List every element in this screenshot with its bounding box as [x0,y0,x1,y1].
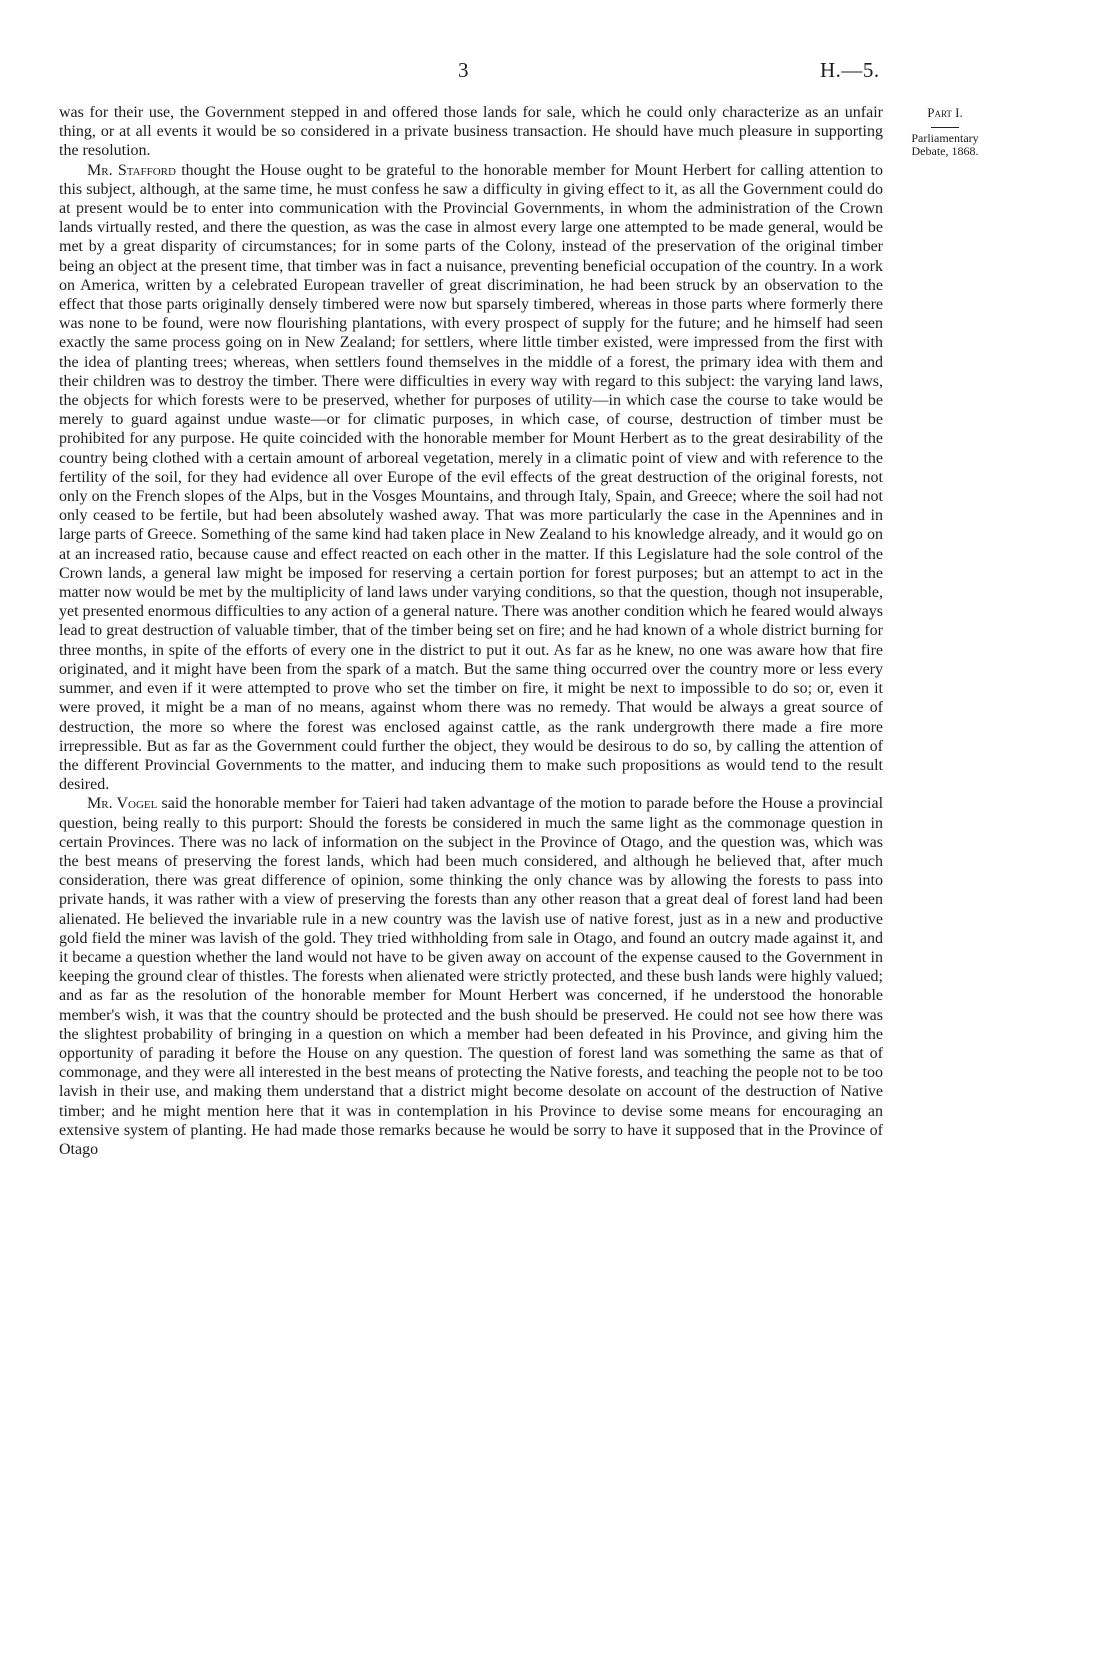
margin-note [900,106,990,158]
margin-divider [931,127,959,128]
paragraph-stafford [59,161,883,795]
speaker-name: Mr. Stafford [87,161,176,179]
page-number: 3 [458,58,469,82]
speaker-name: Mr. Vogel [87,795,158,813]
paragraph-text: said the honorable member for Taieri had taken advantage of the motion to parade before the House a provincial question, being really to this purport: Should the forests be considered in much the same light as the commonage question in certain Provinces. There was no lack of information on the subject in the Province of Otago, and the question was, which was the best means of preserving the forest lands, which had been much considered, and although he believed that, after much consideration, there was great difference of opinion, some thinking the only chance was by allowing the forests to pass into private hands, it was rather with a view of preserving the forests than any other reason that a great deal of forest land had been alienated. He believed the invariable rule in a new country was the lavish use of native forest, just as in a new and productive gold field the miner was lavish of the gold. They tried withholding from sale in Otago, and found an outcry made against it, and it became a question whether the land would not have to be given away on account of the expense caused to the Government in keeping the ground clear of thistles. The forests when alienated were strictly protected, and these bush lands were highly valued; and as far as the resolution of the honorable member for Mount Herbert was concerned, if he understood the honorable member's wish, it was that the country should be protected and the bush should be preserved. He could not see how there was the slightest probability of bringing in a question on which a member had been defeated in his Province, and giving him the opportunity of parading it before the House on any question. The question of forest land was something the same as that of commonage, and they were all interested in the best means of protecting the Native forests, and teaching the people not to be too lavish in their use, and making them understand that a district might become desolate on account of the destruction of Native timber; and he might mention here that it was in contemplation in his Province to devise some means for encouraging an extensive system of planting. He had made those remarks because he would be sorry to have it supposed that in the Province of Otago [59,795,884,1158]
paragraph-continuation [59,103,883,161]
paragraph-vogel [59,794,883,1159]
main-text-column [59,103,883,1159]
paragraph-text: was for their use, the Government stepped in and offered those lands for sale, which he could only characterize as an unfair thing, or at all events it would be so considered in a private business transaction. He should have much pleasure in supporting the resolution. [59,104,883,160]
document-id: H.—5. [820,58,880,82]
margin-subtitle-line1: Parliamentary [911,131,979,145]
paragraph-text: thought the House ought to be grateful to the honorable member for Mount Herbert for calling attention to this subject, although, at the same time, he must confess he saw a difficulty in giving effect to it, as all the Government could do at present would be to enter into communication with the Provincial Governments, in whom the administration of the Crown lands virtually rested, and there the question, as was the case in almost every large one attempted to be made general, would be met by a great disparity of circumstances; for in some parts of the Colony, instead of the preservation of the original timber being an object at the present time, that timber was in fact a nuisance, preventing beneficial occupation of the country. In a work on America, written by a celebrated European traveller of great discrimination, he had been struck by an observation to the effect that those parts originally densely timbered were now but sparsely timbered, whereas in those parts where formerly there was none to be found, were now flourishing plantations, with every prospect of supply for the future; and he himself had seen exactly the same process going on in New Zealand; for settlers, where little timber existed, were impressed from the first with the idea of planting trees; whereas, when settlers found themselves in the middle of a forest, the primary idea with them and their children was to destroy the timber. There were difficulties in every way with regard to this subject: the varying land laws, the objects for which forests were to be preserved, whether for purposes of utility—in which case the course to take would be merely to guard against undue waste—or for climatic purposes, in which case, of course, destruction of timber must be prohibited for any purpose. He quite coincided with the honorable member for Mount Herbert as to the great desirability of the country being clothed with a certain amount of arboreal vegetation, merely in a climatic point of view and with reference to the fertility of the soil, for they had evidence all over Europe of the evil effects of the great destruction of the original forests, not only on the French slopes of the Alps, but in the Vosges Mountains, and through Italy, Spain, and Greece; where the soil had not only ceased to be fertile, but had been absolutely washed away. That was more particularly the case in the Apennines and in large parts of Greece. Something of the same kind had taken place in New Zealand to his knowledge already, and it would go on at an increased ratio, because cause and effect reacted on each other in the matter. If this Legislature had the sole control of the Crown lands, a general law might be imposed for reserving a certain portion for forest purposes; but an attempt to act in the matter now would be met by the multiplicity of land laws under varying conditions, so that the question, though not insuperable, yet presented enormous difficulties to any action of a general nature. There was another condition which he feared would always lead to great destruction of valuable timber, that of the timber being set on fire; and he had known of a whole district burning for three months, in spite of the efforts of every one in the district to put it out. As far as he knew, no one was aware how that fire originated, and it might have been from the spark of a match. But the same thing occurred over the country more or less every summer, and even if it were attempted to prove who set the timber on fire, it might be next to impossible to do so; or, even it were proved, it might be a man of no means, against whom there was no remedy. That would be always a great source of destruction, the more so where the forest was enclosed against cattle, as the rank undergrowth there made a fire more irrepressible. But as far as the Government could further the object, they would be desirous to do so, by calling the attention of the different Provincial Governments to the matter, and inducing them to make such propositions as would tend to the result desired. [59,161,884,794]
margin-part-label: Part I. [927,105,963,120]
margin-subtitle-line2: Debate, 1868. [911,144,979,158]
